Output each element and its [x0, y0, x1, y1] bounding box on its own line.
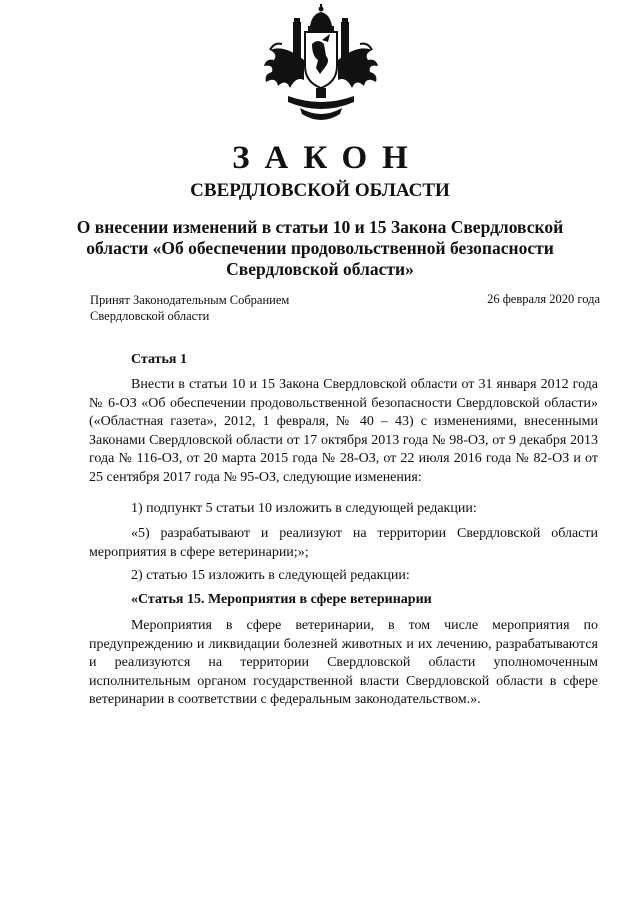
adoption-line-1: Принят Законодательным Собранием	[90, 293, 290, 307]
article-heading: Статья 1	[131, 352, 187, 367]
adoption-date: 26 февраля 2020 года	[487, 292, 600, 306]
law-title: ЗАКОН	[232, 140, 423, 176]
article-15-heading: «Статья 15. Мероприятия в сфере ветеринарии	[131, 592, 432, 607]
article-paragraph: Внести в статьи 10 и 15 Закона Свердловской области от 31 января 2012 года № 6-ОЗ «Об обеспечении продовольственной безопасности Свердловской области» («Областная газета», 2012, 1 февраля, № 40 – 43) с изменениями, внесенными Законами Свердловской области от 17 октября 2013 года № 98-ОЗ, от 9 декабря 2013 года № 116-ОЗ, от 20 марта 2015 года № 28-ОЗ, от 22 июля 2016 года № 82-ОЗ и от 25 сентября 2017 года № 95-ОЗ, следующие изменения:	[89, 377, 598, 485]
article-paragraph: 2) статью 15 изложить в следующей редакции:	[131, 568, 410, 583]
article-paragraph: 1) подпункт 5 статьи 10 изложить в следующей редакции:	[131, 501, 477, 516]
coat-of-arms-emblem	[260, 4, 382, 128]
adoption-line-2: Свердловской области	[90, 309, 210, 323]
region-title: СВЕРДЛОВСКОЙ ОБЛАСТИ	[190, 180, 450, 201]
article-paragraph: Мероприятия в сфере ветеринарии, в том числе мероприятия по предупреждению и ликвидации болезней животных и их лечению, разрабатываются и реализуются на территории Свердловской области уполномоченным исполнительным органом государственной власти Свердловской области в сфере ветеринарии в соответствии с федеральным законодательством.».	[89, 618, 598, 708]
law-subject: О внесении изменений в статьи 10 и 15 Закона Свердловской области «Об обеспечении продовольственной безопасности Свердловской области»	[76, 217, 564, 279]
article-paragraph: «5) разрабатывают и реализуют на территории Свердловской области мероприятия в сфере ветеринарии;»;	[89, 526, 598, 560]
adoption-block	[90, 292, 289, 324]
